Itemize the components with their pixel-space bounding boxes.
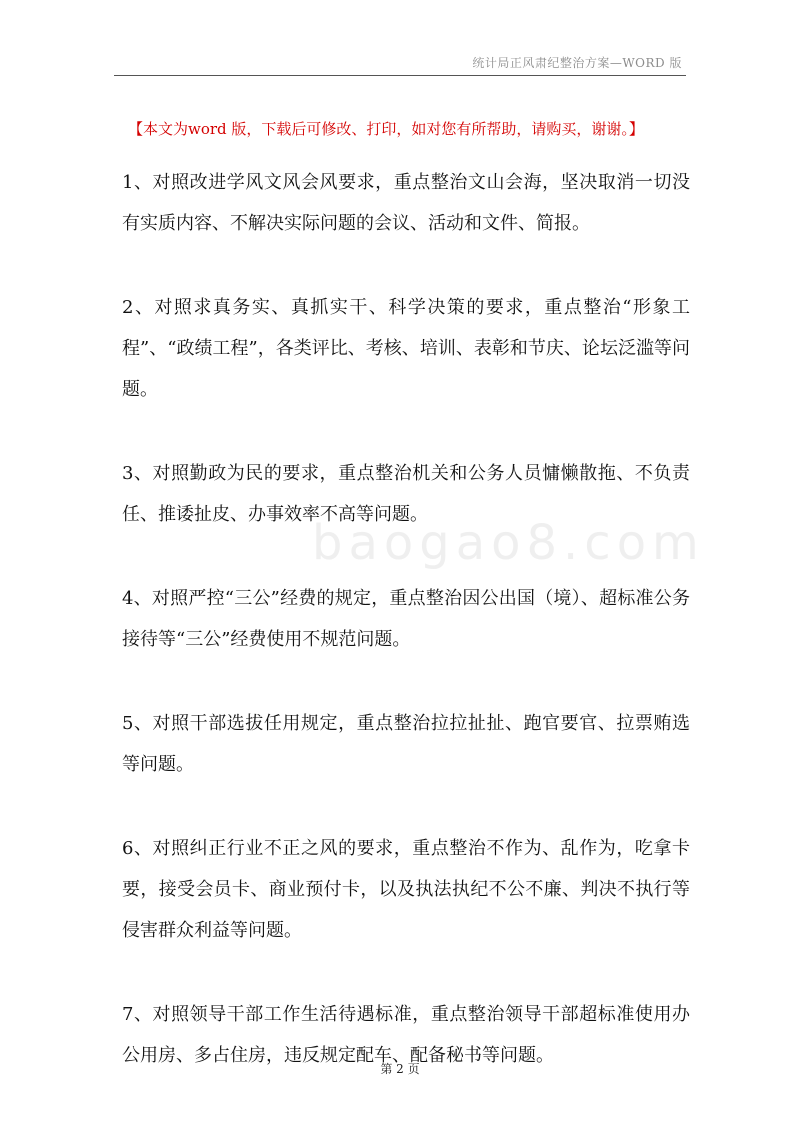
page-number: 第 2 页 <box>380 1062 420 1076</box>
paragraph-item-6: 6、对照纠正行业不正之风的要求，重点整治不作为、乱作为，吃拿卡要，接受会员卡、商业预付卡，以及执法执纪不公不廉、判决不执行等侵害群众利益等问题。 <box>122 838 690 941</box>
paragraph-item-5: 5、对照干部选拔任用规定，重点整治拉拉扯扯、跑官要官、拉票贿选等问题。 <box>122 713 690 775</box>
header-title: 统计局正风肃纪整治方案—WORD 版 <box>472 56 682 70</box>
paragraph-item-1: 1、对照改进学风文风会风要求，重点整治文山会海，坚决取消一切没有实质内容、不解决实际问题的会议、活动和文件、简报。 <box>122 172 690 234</box>
paragraph-item-3: 3、对照勤政为民的要求，重点整治机关和公务人员慵懒散拖、不负责任、推诿扯皮、办事效率不高等问题。 <box>122 463 690 525</box>
watermark-text: baogao8.com <box>312 515 705 571</box>
paragraph-item-2: 2、对照求真务实、真抓实干、科学决策的要求，重点整治“形象工程”、“政绩工程”，各类评比、考核、培训、表彰和节庆、论坛泛滥等问题。 <box>122 297 690 400</box>
purchase-notice: 【本文为word 版，下载后可修改、打印，如对您有所帮助，请购买，谢谢。】 <box>128 120 644 138</box>
header-divider <box>114 75 686 76</box>
document-body <box>122 162 690 1119</box>
paragraph-item-7: 7、对照领导干部工作生活待遇标准，重点整治领导干部超标准使用办公用房、多占住房，违反规定配车、配备秘书等问题。 <box>122 1004 690 1066</box>
paragraph-item-4: 4、对照严控“三公”经费的规定，重点整治因公出国（境）、超标准公务接待等“三公”经费使用不规范问题。 <box>122 588 690 650</box>
